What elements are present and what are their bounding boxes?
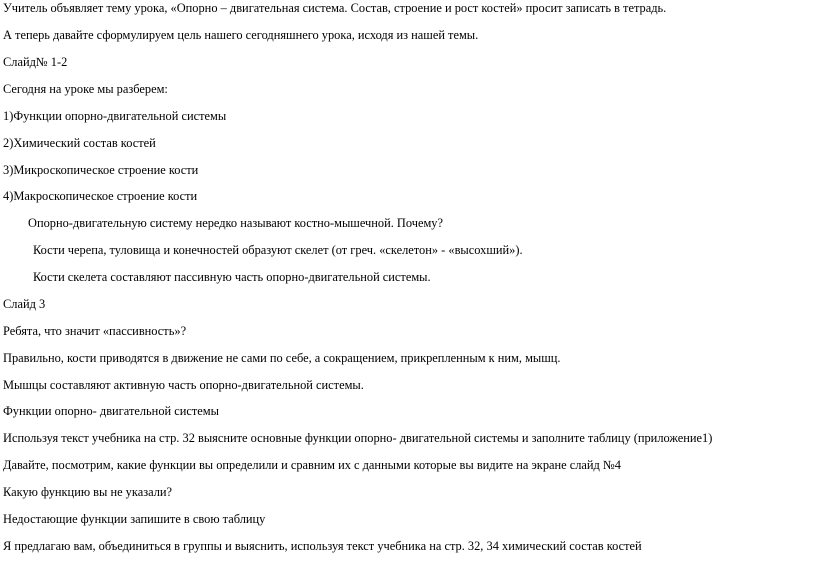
functions-heading: Функции опорно- двигательной системы xyxy=(3,404,219,418)
agenda-item-2: 2)Химический состав костей xyxy=(3,136,156,150)
passive-part-line: Кости скелета составляют пассивную часть опорно-двигательной системы. xyxy=(33,270,431,284)
intro-line: Учитель объявляет тему урока, «Опорно – двигательная система. Состав, строение и рост костей» просит записать в тетрадь. xyxy=(3,1,667,15)
skeleton-line: Кости черепа, туловища и конечностей образуют скелет (от греч. «скелетон» - «высохший»). xyxy=(33,243,523,257)
slide-1-2-label: Слайд№ 1-2 xyxy=(3,55,68,69)
agenda-item-1: 1)Функции опорно-двигательной системы xyxy=(3,109,227,123)
compare-slide-4-line: Давайте, посмотрим, какие функции вы определили и сравним их с данными которые вы видите на экране слайд №4 xyxy=(3,458,621,472)
goal-line: А теперь давайте сформулируем цель нашего сегодняшнего урока, исходя из нашей темы. xyxy=(3,28,479,42)
agenda-item-4: 4)Макроскопическое строение кости xyxy=(3,189,198,203)
agenda-item-3: 3)Микроскопическое строение кости xyxy=(3,163,199,177)
question-line: Опорно-двигательную систему нередко называют костно-мышечной. Почему? xyxy=(28,216,443,230)
slide-3-label: Слайд 3 xyxy=(3,297,46,311)
fill-table-line: Недостающие функции запишите в свою таблицу xyxy=(3,512,266,526)
textbook-task-line: Используя текст учебника на стр. 32 выясните основные функции опорно- двигательной системы и заполните таблицу (приложение1) xyxy=(3,431,713,445)
group-task-line: Я предлагаю вам, объединиться в группы и выяснить, используя текст учебника на стр. 32, 34 химический состав костей xyxy=(3,539,642,553)
agenda-heading: Сегодня на уроке мы разберем: xyxy=(3,82,168,96)
missing-function-question: Какую функцию вы не указали? xyxy=(3,485,173,499)
passivity-question: Ребята, что значит «пассивность»? xyxy=(3,324,187,338)
muscle-explanation-line: Правильно, кости приводятся в движение не сами по себе, а сокращением, прикрепленным к ним, мышц. xyxy=(3,351,561,365)
active-part-line: Мышцы составляют активную часть опорно-двигательной системы. xyxy=(3,378,364,392)
